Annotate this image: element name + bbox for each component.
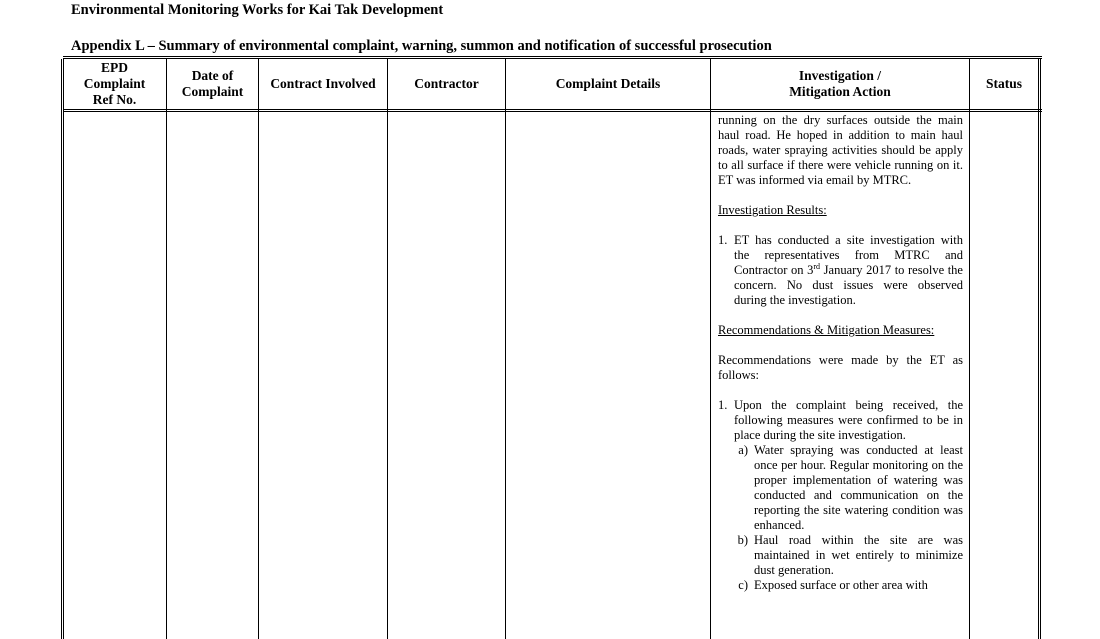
sub-item-text: Water spraying was conducted at least once per hour. Regular monitoring on the proper implementation of watering was conducted and communication on the reporting the site watering condition was enhanced. — [754, 443, 963, 532]
column-divider — [505, 59, 506, 639]
item-number: 1. — [718, 398, 728, 412]
column-divider — [166, 59, 167, 639]
column-header-investigation: Investigation / Mitigation Action — [789, 68, 891, 99]
sub-item-label: c) — [738, 578, 748, 592]
item-number: 1. — [718, 233, 728, 247]
sub-item — [724, 443, 963, 533]
complaint-summary-table — [63, 56, 1042, 639]
investigation-result-text: ET has conducted a site investigation with the representatives from MTRC and Contractor on 3rd January 2017 to resolve the concern. No dust issues were observed during the investigation. — [734, 233, 963, 307]
column-header-complaint-details: Complaint Details — [555, 76, 661, 91]
column-divider — [258, 59, 259, 639]
recommendations-intro: Recommendations were made by the ET as follows: — [718, 353, 963, 382]
table-header-row — [63, 59, 1042, 112]
measure-text: Upon the complaint being received, the following measures were confirmed to be in place during the site investigation. — [734, 398, 963, 442]
document-title: Environmental Monitoring Works for Kai Tak Development — [71, 2, 444, 18]
investigation-result-item — [718, 233, 963, 308]
column-divider — [710, 59, 711, 639]
column-header-contractor: Contractor — [414, 76, 479, 91]
column-header-date: Date of Complaint — [181, 68, 244, 99]
column-header-contract: Contract Involved — [270, 76, 376, 91]
sub-item-text: Haul road within the site are was maintained in wet entirely to minimize dust generation. — [754, 533, 963, 577]
table-border-left — [61, 59, 64, 639]
table-border-right — [1038, 59, 1041, 639]
sub-item-text: Exposed surface or other area with — [754, 578, 928, 592]
investigation-results-heading: Investigation Results: — [718, 203, 827, 217]
sub-item — [724, 578, 963, 593]
column-header-epd-ref: EPD Complaint Ref No. — [83, 60, 146, 107]
measure-item — [718, 398, 963, 443]
appendix-title: Appendix L – Summary of environmental complaint, warning, summon and notification of successful prosecution — [71, 38, 772, 54]
column-header-status: Status — [985, 76, 1022, 91]
recommendations-heading: Recommendations & Mitigation Measures: — [718, 323, 935, 337]
sub-item-label: b) — [737, 533, 748, 547]
investigation-cell — [718, 113, 963, 593]
sub-item — [724, 533, 963, 578]
column-divider — [969, 59, 970, 639]
sub-item-label: a) — [738, 443, 748, 457]
column-divider — [387, 59, 388, 639]
investigation-intro: running on the dry surfaces outside the main haul road. He hoped in addition to main haul roads, water spraying activities should be apply to all surface if there were vehicle running on it. ET was informed via email by MTRC. — [718, 113, 963, 187]
